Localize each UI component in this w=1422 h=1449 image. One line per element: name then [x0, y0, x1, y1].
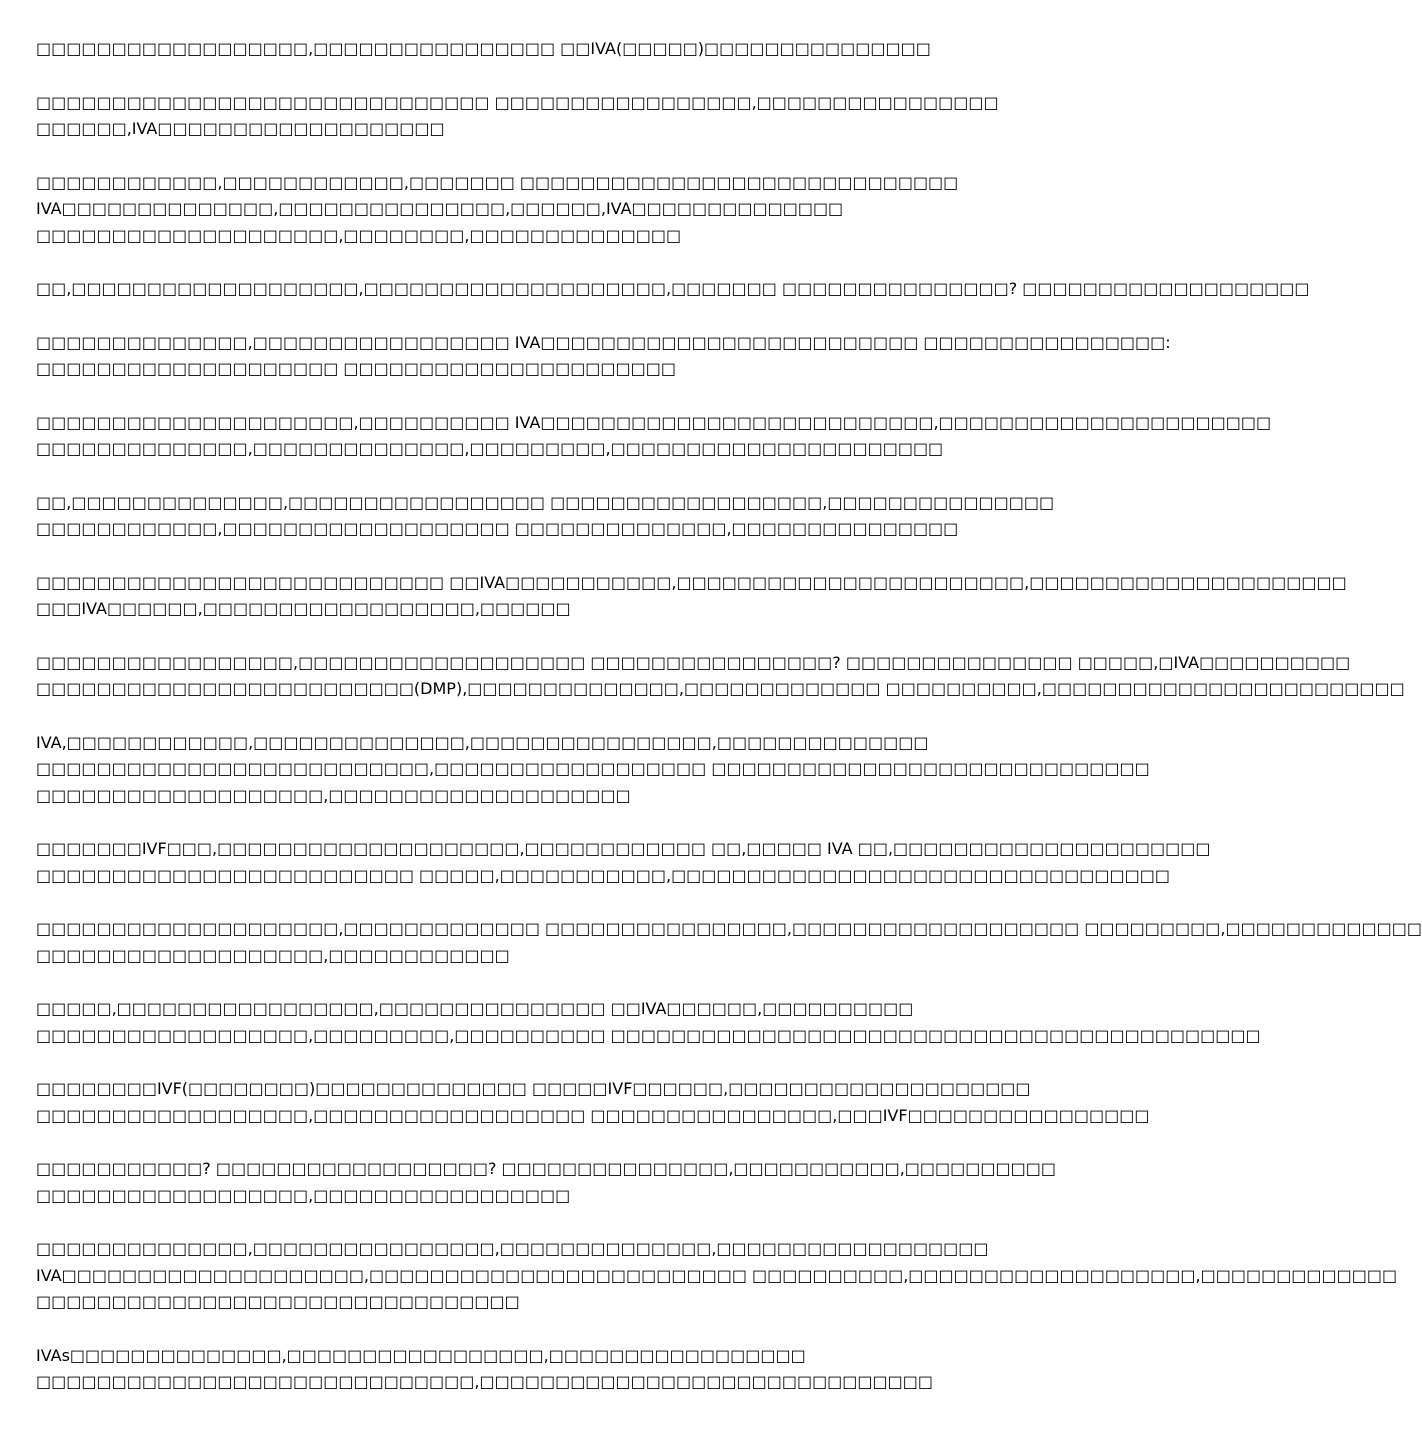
text-line: □□□□□□□□□□□□□□□□□□□□□□□□□□□□□,□□□□□□□□□□□□□□□□□□□□□□□□□□□□□□ — [36, 1372, 933, 1391]
paragraph-17 — [36, 1343, 988, 1396]
text-line: IVA,□□□□□□□□□□□□,□□□□□□□□□□□□□□,□□□□□□□□□□□□□□□□,□□□□□□□□□□□□□□ — [36, 732, 929, 752]
text-line: □□□IVA□□□□□□,□□□□□□□□□□□□□□□□□□,□□□□□□ — [36, 599, 571, 618]
paragraph-6 — [36, 410, 1272, 463]
text-line: □□□□□□□□□□□□□□□□□□□□□□□□□(DMP),□□□□□□□□□□□□□□,□□□□□□□□□□□□□ □□□□□□□□□□,□□□□□□□□□□□□□□□□□□□□□□□□ — [36, 679, 1405, 698]
text-line: □□□□□□□□□□□? □□□□□□□□□□□□□□□□□□? □□□□□□□□□□□□□□□,□□□□□□□□□□□,□□□□□□□□□□ — [36, 1159, 1056, 1178]
text-line: □□□□□□□□□□□□□□□□□□□,□□□□□□□□□□□□ — [36, 945, 510, 965]
paragraph-12 — [36, 916, 1422, 969]
text-line: □□□□□□□□□□□□□□□□□□□□,□□□□□□□□,□□□□□□□□□□□□□□ — [36, 225, 682, 245]
text-line: IVA□□□□□□□□□□□□□□□□□□□□,□□□□□□□□□□□□□□□□□□□□□□□□□ □□□□□□□□□□,□□□□□□□□□□□□□□□□□□□,□□□□□□□□□□□□□ — [36, 1265, 1398, 1285]
text-line: □□□□□□□□□□□□□□□□□□□□,□□□□□□□□□□□□□ □□□□□□□□□□□□□□□□,□□□□□□□□□□□□□□□□□□□ □□□□□□□□□,□□□□□□□□□□□□□ — [36, 919, 1422, 938]
text-line: □□□□□□□□□□□□□□□□□□□□ □□□□□□□□□□□□□□□□□□□□□□ — [36, 359, 677, 378]
text-line: □□□□□□□□□□□□□□□□□□□□□□□□□□□□□□ □□□□□□□□□□□□□□□□□,□□□□□□□□□□□□□□□□ — [36, 92, 999, 112]
text-line: □□□□□□□□□□□□□□□□□□□□□,□□□□□□□□□□ IVA□□□□□□□□□□□□□□□□□□□□□□□□□□,□□□□□□□□□□□□□□□□□□□□□□ — [36, 412, 1272, 432]
paragraph-2 — [36, 90, 999, 143]
text-line: □□□□□□□□□□□□□□□□□□□□□□□□□□,□□□□□□□□□□□□□□□□□□ □□□□□□□□□□□□□□□□□□□□□□□□□□□□□ — [36, 759, 1150, 778]
text-line: □□□□□□□□□□□□□□□□□,□□□□□□□□□□□□□□□□□□□ □□□□□□□□□□□□□□□□? □□□□□□□□□□□□□□□ □□□□□,□IVA□□□□□□□□□□ — [36, 652, 1351, 672]
text-line: □□□□□□□□□□□□,□□□□□□□□□□□□□□□□□□□ □□□□□□□□□□□□□□,□□□□□□□□□□□□□□□ — [36, 519, 959, 538]
paragraph-10 — [36, 730, 1150, 810]
paragraph-16 — [36, 1236, 1398, 1316]
text-line: □□□□□□□□□□□□□□□□□□,□□□□□□□□□,□□□□□□□□□□ □□□□□□□□□□□□□□□□□□□□□□□□□□□□□□□□□□□□□□□□□□□ — [36, 1025, 1261, 1045]
text-line: □□□□□□□□□□□□□□,□□□□□□□□□□□□□□,□□□□□□□□□,□□□□□□□□□□□□□□□□□□□□□□ — [36, 439, 944, 458]
paragraph-1 — [36, 36, 988, 63]
text-line: □□□□□□,IVA□□□□□□□□□□□□□□□□□□□ — [36, 119, 445, 138]
paragraph-13 — [36, 996, 1261, 1049]
text-line: □□□□□□□□□□□□□□□□□□□□□□□□□□□ □□IVA□□□□□□□□□□□,□□□□□□□□□□□□□□□□□□□□□□□,□□□□□□□□□□□□□□□□□□□□□ — [36, 572, 1347, 592]
text-line: □□□□□□□□□□□□□□□□□□□,□□□□□□□□□□□□□□□□□□□□ — [36, 785, 631, 805]
text-line: IVA□□□□□□□□□□□□□□,□□□□□□□□□□□□□□□,□□□□□□,IVA□□□□□□□□□□□□□□ — [36, 199, 844, 218]
text-line: □□□□□□□□□□□□□□,□□□□□□□□□□□□□□□□□ IVA□□□□□□□□□□□□□□□□□□□□□□□□□ □□□□□□□□□□□□□□□□: — [36, 332, 1171, 352]
text-line: □□□□□□□□□□□□□□□□□□,□□□□□□□□□□□□□□□□ □□IVA(□□□□□)□□□□□□□□□□□□□□□ — [36, 39, 931, 58]
paragraph-15 — [36, 1156, 1056, 1209]
text-line: □□□□□□□IVF□□□,□□□□□□□□□□□□□□□□□□□□,□□□□□□□□□□□□ □□,□□□□□ IVA □□,□□□□□□□□□□□□□□□□□□□□□ — [36, 839, 1211, 858]
paragraph-5 — [36, 330, 1171, 383]
paragraph-4 — [36, 276, 1310, 303]
text-line: IVAs□□□□□□□□□□□□□□,□□□□□□□□□□□□□□□□□,□□□□□□□□□□□□□□□□□ — [36, 1345, 806, 1365]
paragraph-8 — [36, 570, 1347, 623]
text-line: □□□□□□□□□□□□□□□□□□□□□□□□□□□□□□□□ — [36, 1292, 520, 1311]
paragraph-3 — [36, 170, 988, 250]
text-line: □□□□□□□□□□□□□□□□□□,□□□□□□□□□□□□□□□□□□ □□□□□□□□□□□□□□□□,□□□IVF□□□□□□□□□□□□□□□□ — [36, 1105, 1150, 1125]
text-line: □□,□□□□□□□□□□□□□□□□□□□,□□□□□□□□□□□□□□□□□□□□,□□□□□□□ □□□□□□□□□□□□□□□? □□□□□□□□□□□□□□□□□□□ — [36, 279, 1310, 298]
paragraph-9 — [36, 650, 1405, 703]
paragraph-7 — [36, 490, 1055, 543]
text-line: □□,□□□□□□□□□□□□□□,□□□□□□□□□□□□□□□□□ □□□□□□□□□□□□□□□□□□,□□□□□□□□□□□□□□□ — [36, 492, 1055, 512]
paragraph-11 — [36, 836, 1211, 889]
text-line: □□□□□□□□□□□□□□,□□□□□□□□□□□□□□□□,□□□□□□□□□□□□□□,□□□□□□□□□□□□□□□□□□ — [36, 1239, 989, 1258]
text-line: □□□□□□□□IVF(□□□□□□□□)□□□□□□□□□□□□□□ □□□□□IVF□□□□□□,□□□□□□□□□□□□□□□□□□□□ — [36, 1079, 1031, 1098]
text-line: □□□□□□□□□□□□,□□□□□□□□□□□□,□□□□□□□ □□□□□□□□□□□□□□□□□□□□□□□□□□□□□ — [36, 172, 959, 192]
text-line: □□□□□□□□□□□□□□□□□□,□□□□□□□□□□□□□□□□□ — [36, 1185, 571, 1205]
paragraph-14 — [36, 1076, 1150, 1129]
text-line: □□□□□□□□□□□□□□□□□□□□□□□□□ □□□□□,□□□□□□□□□□□,□□□□□□□□□□□□□□□□□□□□□□□□□□□□□□□□□ — [36, 865, 1170, 885]
text-line: □□□□□,□□□□□□□□□□□□□□□□□,□□□□□□□□□□□□□□□ □□IVA□□□□□□,□□□□□□□□□□ — [36, 999, 914, 1018]
